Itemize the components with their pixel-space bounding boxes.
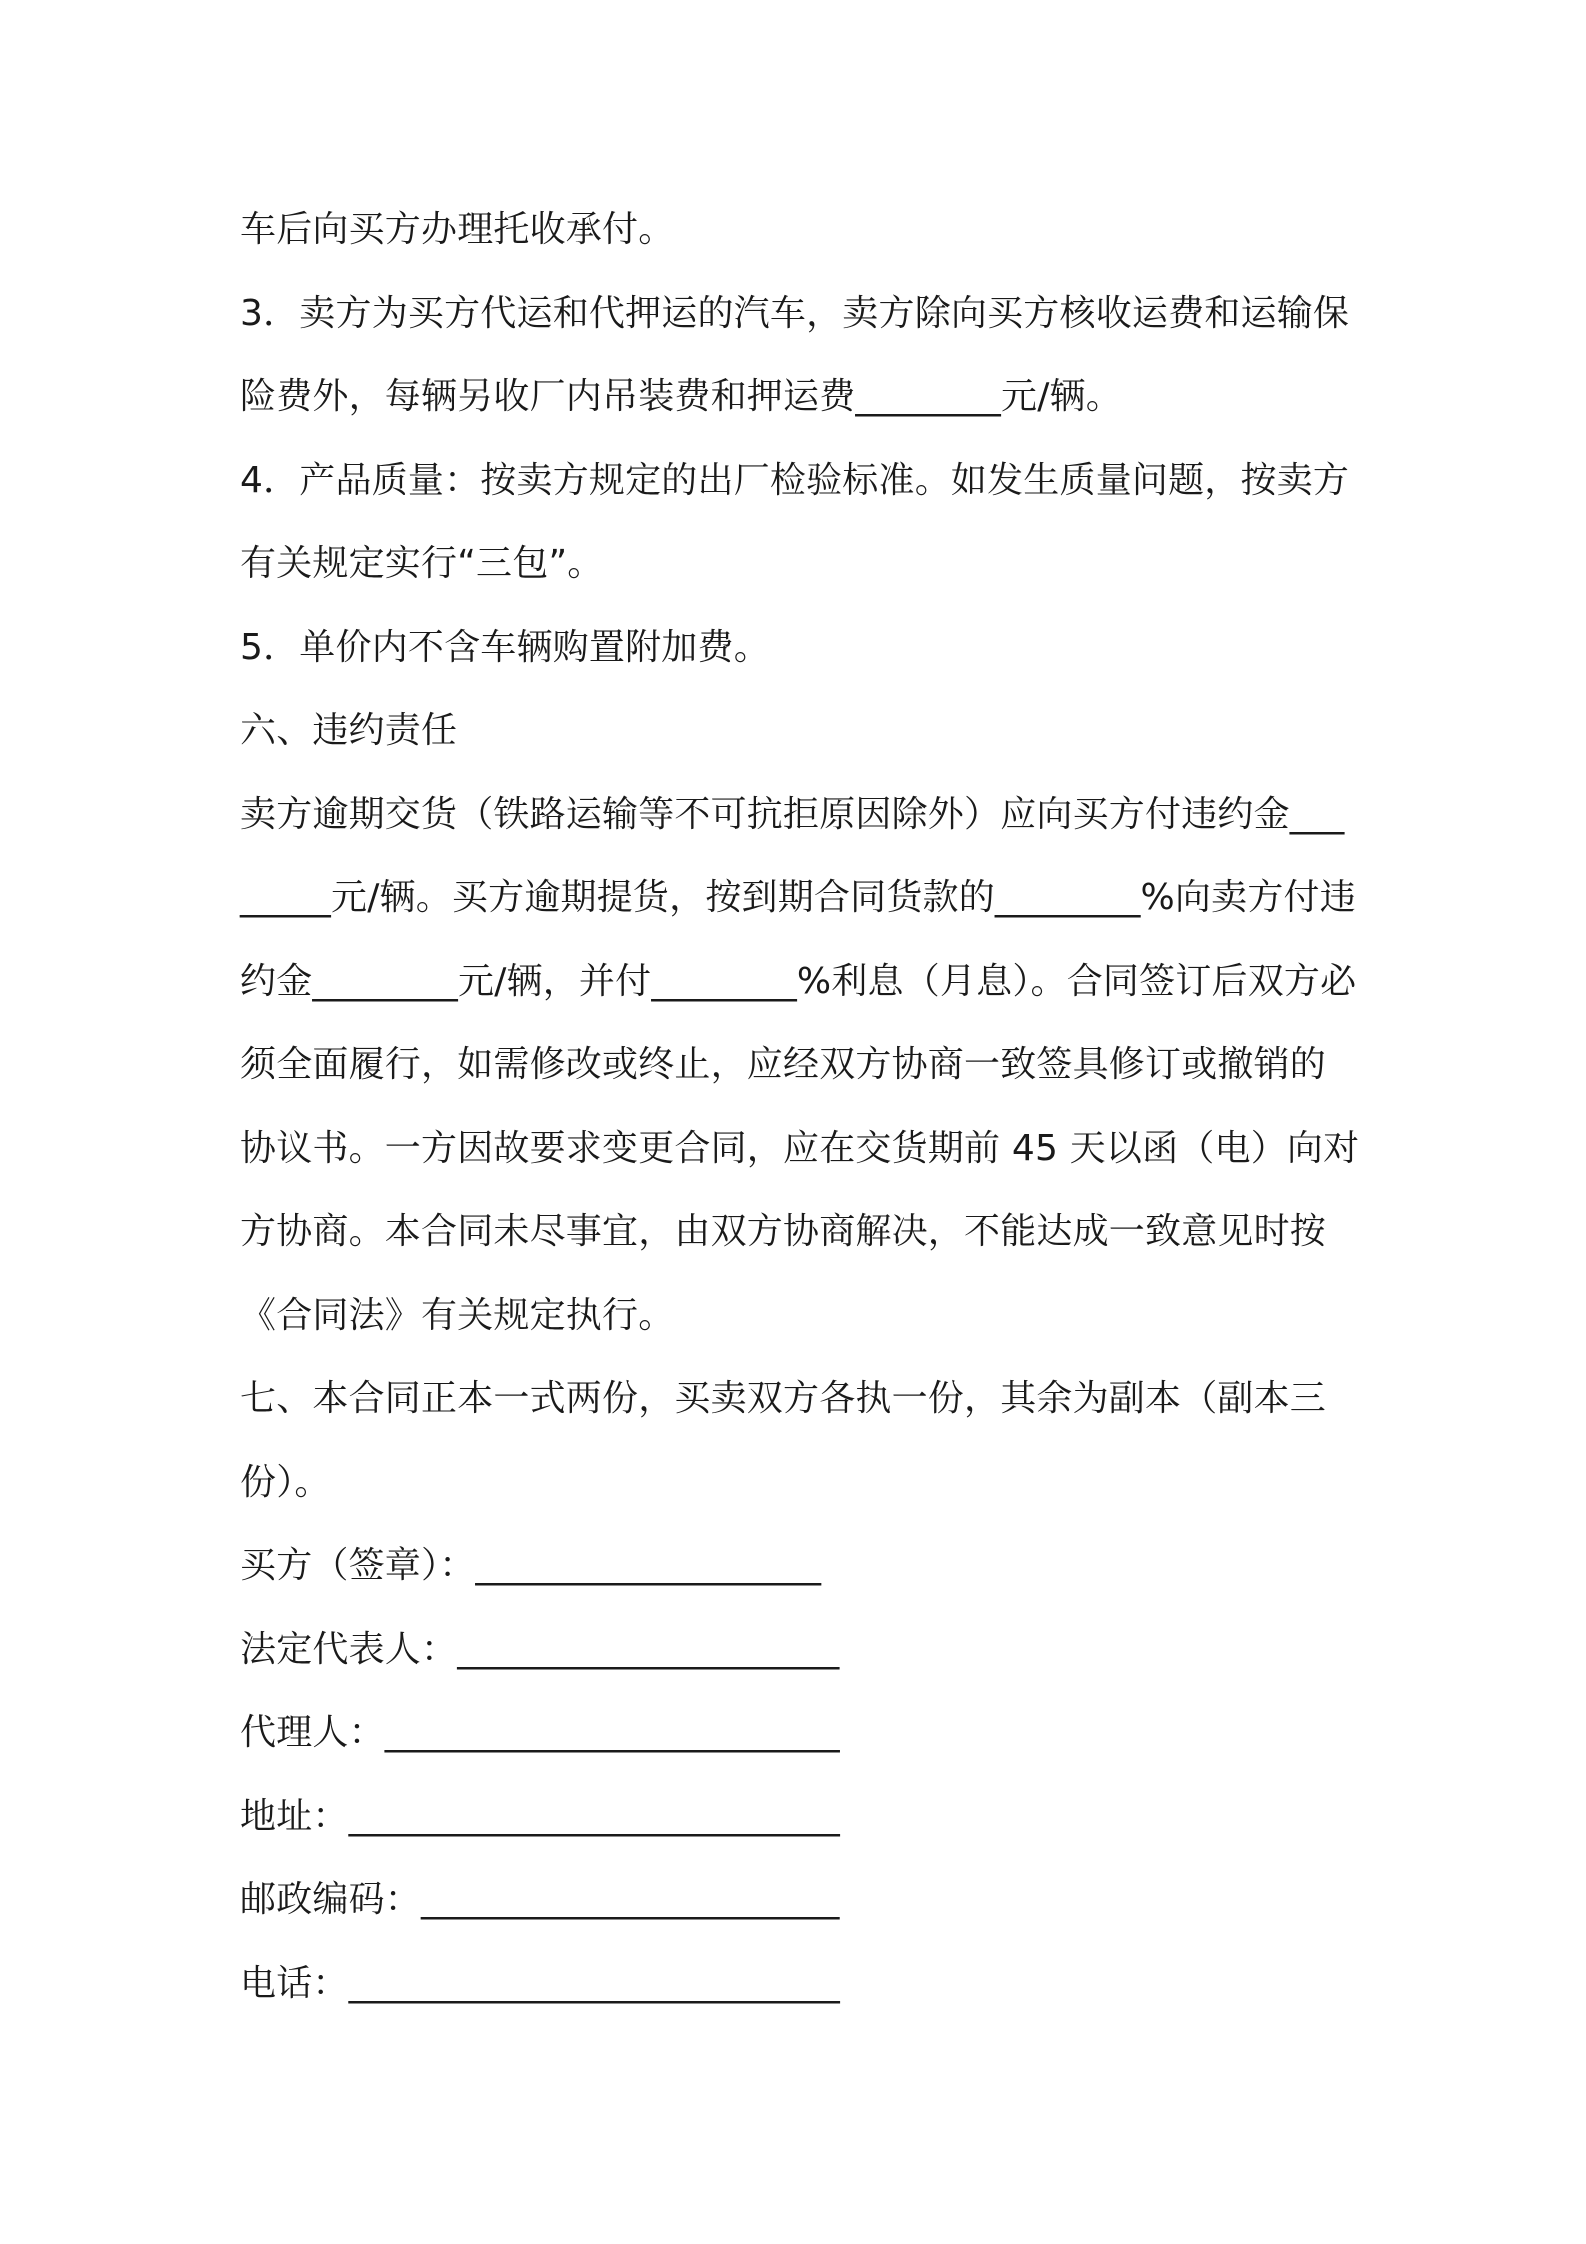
signature-buyer-seal: 买方（签章）：___________________: [240, 1545, 822, 1586]
paragraph-copies: 七、本合同正本一式两份，买卖双方各执一份，其余为副本（副本三份）。: [240, 1378, 1327, 1503]
paragraph-consignment: 车后向买方办理托收承付。: [240, 209, 675, 250]
contract-body: [240, 188, 1360, 2025]
section-heading-liability: 六、违约责任: [240, 710, 458, 751]
signature-agent: 代理人：_________________________: [240, 1712, 840, 1753]
signature-postal-code: 邮政编码：_______________________: [240, 1879, 840, 1920]
signature-phone: 电话：___________________________: [240, 1962, 840, 2004]
paragraph-clause-5-unit-price: 5．单价内不含车辆购置附加费。: [240, 626, 770, 668]
signature-address: 地址：___________________________: [240, 1795, 840, 1837]
paragraph-clause-3-transport-fees: 3．卖方为买方代运和代押运的汽车，卖方除向买方核收运费和运输保险费外，每辆另收厂内吊装费和押运费________元/辆。: [240, 292, 1350, 417]
signature-legal-representative: 法定代表人：_____________________: [240, 1628, 840, 1670]
paragraph-clause-4-product-quality: 4．产品质量：按卖方规定的出厂检验标准。如发生质量问题，按卖方有关规定实行“三包”。: [240, 459, 1350, 584]
paragraph-liability-details: 卖方逾期交货（铁路运输等不可抗拒原因除外）应向买方付违约金________元/辆。买方逾期提货，按到期合同货款的________%向卖方付违约金________元/辆，并付________%利息（月息）。合同签订后双方必须全面履行，如需修改或终止，应经双方协商一致签具修订或撤销的协议书。一方因故要求变更合同，应在交货期前 45 天以函（电）向对方协商。本合同未尽事宜，由双方协商解决，不能达成一致意见时按《合同法》有关规定执行。: [240, 793, 1360, 1336]
